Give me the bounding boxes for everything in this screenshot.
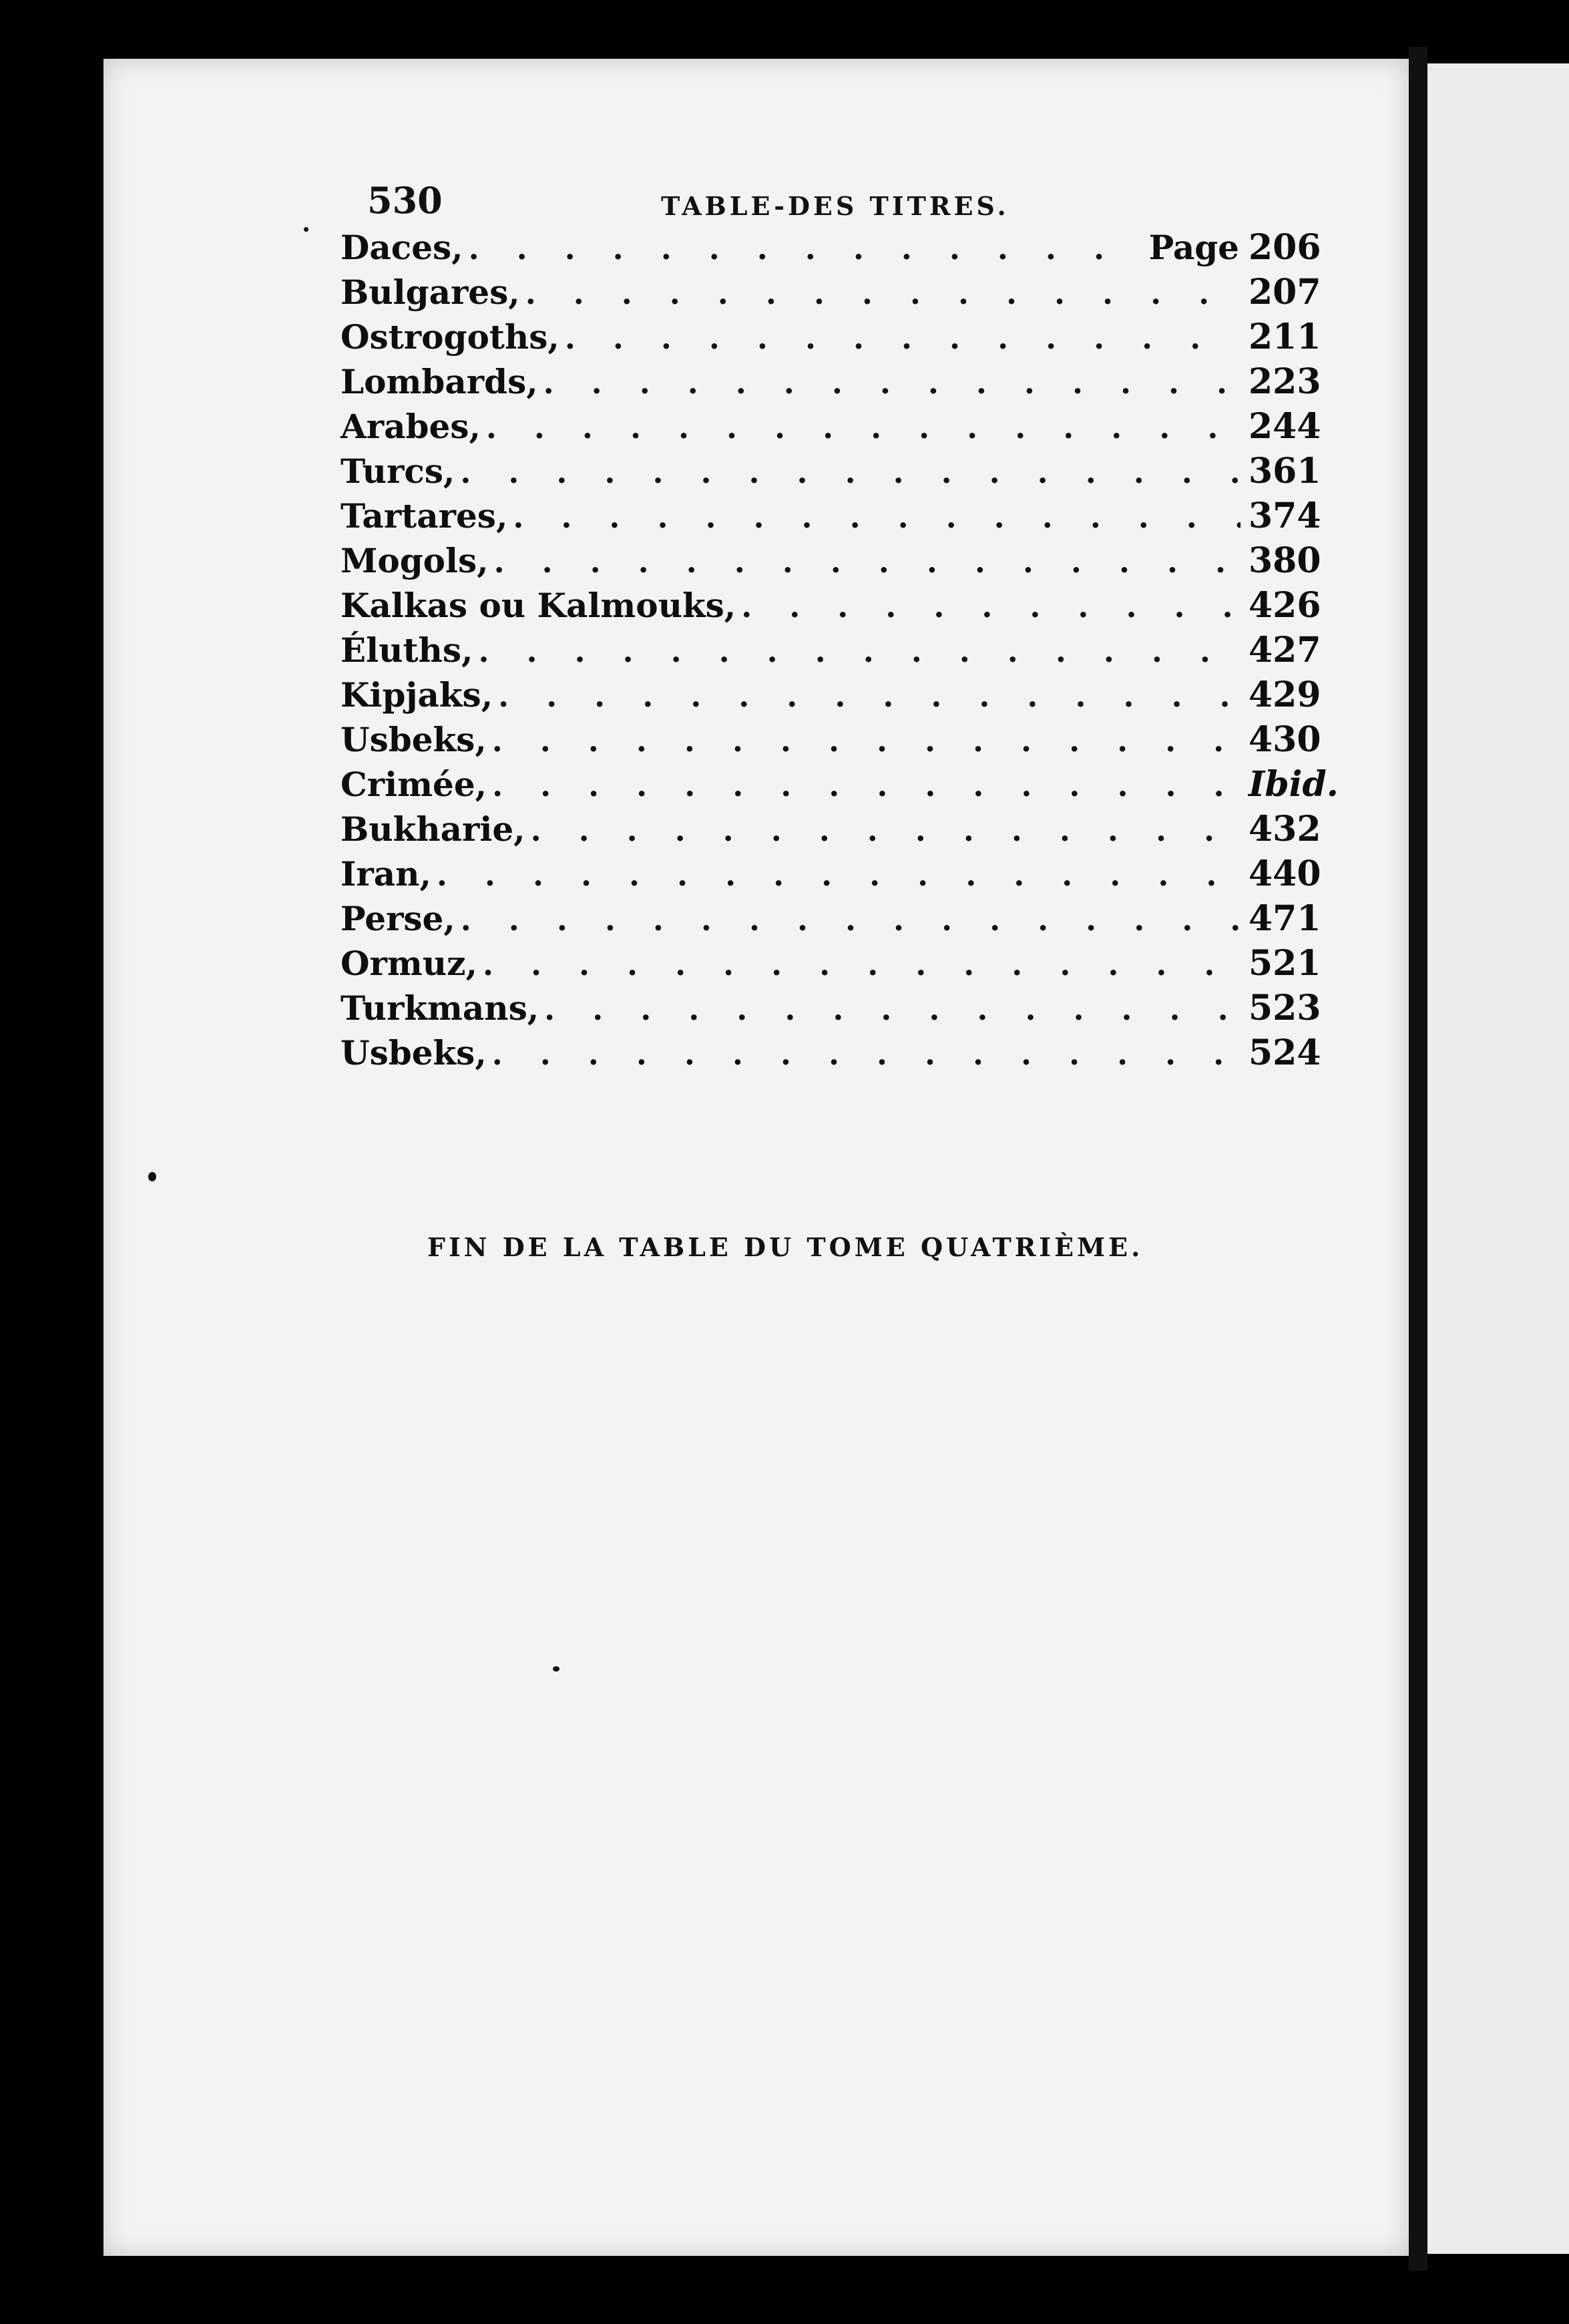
table-of-titles <box>341 227 1339 1077</box>
dot-leader <box>492 723 1241 759</box>
toc-entry-name: Perse, <box>341 899 455 938</box>
toc-entry-page: 432 <box>1249 809 1321 849</box>
dot-leader <box>486 409 1241 445</box>
toc-entry <box>341 853 1321 898</box>
toc-entry-page: 211 <box>1249 317 1321 357</box>
toc-entry <box>341 1032 1321 1077</box>
toc-entry-page: 207 <box>1249 272 1321 313</box>
dot-leader <box>494 544 1241 580</box>
toc-entry-page: 471 <box>1249 898 1321 939</box>
toc-entry <box>341 227 1321 272</box>
toc-entry <box>341 496 1321 540</box>
toc-entry <box>341 898 1321 943</box>
toc-entry <box>341 630 1321 674</box>
dot-leader <box>543 365 1241 401</box>
dot-leader <box>525 275 1241 311</box>
toc-entry-page: 427 <box>1249 630 1321 670</box>
toc-entry-name: Lombards, <box>341 362 538 401</box>
toc-entry <box>341 406 1321 451</box>
toc-entry-name: Turkmans, <box>341 988 539 1028</box>
dot-leader <box>437 857 1241 893</box>
dot-leader <box>469 230 1141 266</box>
dot-leader <box>741 588 1241 624</box>
dot-leader <box>478 633 1241 669</box>
dot-leader <box>492 767 1241 803</box>
toc-entry <box>341 317 1321 361</box>
running-title: TABLE-DES TITRES. <box>661 191 1010 221</box>
toc-entry-name: Ostrogoths, <box>341 317 559 357</box>
toc-entry-name: Kipjaks, <box>341 675 493 715</box>
ink-speck <box>304 227 308 232</box>
toc-entry <box>341 764 1339 809</box>
dot-leader <box>460 454 1241 490</box>
toc-entry <box>341 585 1321 630</box>
toc-entry-page: 440 <box>1249 853 1321 894</box>
toc-entry-name: Usbeks, <box>341 1033 487 1073</box>
toc-entry-page: 523 <box>1249 988 1321 1028</box>
toc-entry-name: Turcs, <box>341 451 455 491</box>
toc-entry-page: Ibid. <box>1249 764 1339 805</box>
dot-leader <box>483 946 1241 982</box>
toc-entry-page: 206 <box>1249 227 1321 268</box>
toc-entry-name: Mogols, <box>341 541 489 580</box>
toc-entry-name: Bukharie, <box>341 809 525 849</box>
toc-entry-name: Bulgares, <box>341 272 520 312</box>
toc-entry <box>341 540 1321 585</box>
toc-entry-page: 223 <box>1249 361 1321 402</box>
page-header <box>367 179 1315 232</box>
page-label: Page <box>1148 228 1239 267</box>
toc-entry-page: 521 <box>1249 943 1321 984</box>
dot-leader <box>498 678 1241 714</box>
toc-entry-page: 429 <box>1249 674 1321 715</box>
toc-entry-name: Iran, <box>341 854 431 894</box>
toc-entry <box>341 988 1321 1032</box>
toc-entry-page: 426 <box>1249 585 1321 626</box>
toc-entry-name: Tartares, <box>341 496 508 536</box>
dot-leader <box>544 991 1241 1027</box>
toc-entry-page: 430 <box>1249 719 1321 760</box>
end-of-table-note: FIN DE LA TABLE DU TOME QUATRIÈME. <box>427 1232 1144 1262</box>
toc-entry-name: Kalkas ou Kalmouks, <box>341 586 736 625</box>
toc-entry-page: 374 <box>1249 496 1321 536</box>
toc-entry <box>341 719 1321 764</box>
page-number: 530 <box>367 179 443 222</box>
ink-speck <box>148 1172 156 1181</box>
toc-entry <box>341 451 1321 496</box>
toc-entry-name: Éluths, <box>341 630 473 670</box>
toc-entry-name: Ormuz, <box>341 944 477 983</box>
toc-entry <box>341 809 1321 853</box>
facing-page <box>1427 63 1569 2254</box>
dot-leader <box>565 320 1241 356</box>
toc-entry-name: Crimée, <box>341 765 487 804</box>
toc-entry-page: 244 <box>1249 406 1321 447</box>
toc-entry <box>341 361 1321 406</box>
toc-entry-page: 361 <box>1249 451 1321 492</box>
toc-entry <box>341 943 1321 988</box>
dot-leader <box>513 499 1241 535</box>
toc-entry-page: 380 <box>1249 540 1321 581</box>
dot-leader <box>531 812 1241 848</box>
toc-entry-name: Usbeks, <box>341 720 487 759</box>
toc-entry-name: Daces, <box>341 228 463 267</box>
dot-leader <box>461 902 1241 938</box>
page-gutter <box>1409 47 1427 2271</box>
toc-entry <box>341 674 1321 719</box>
dot-leader <box>492 1036 1241 1072</box>
ink-speck <box>553 1666 559 1672</box>
toc-entry-page: 524 <box>1249 1032 1321 1073</box>
toc-entry-name: Arabes, <box>341 407 481 446</box>
toc-entry <box>341 272 1321 317</box>
